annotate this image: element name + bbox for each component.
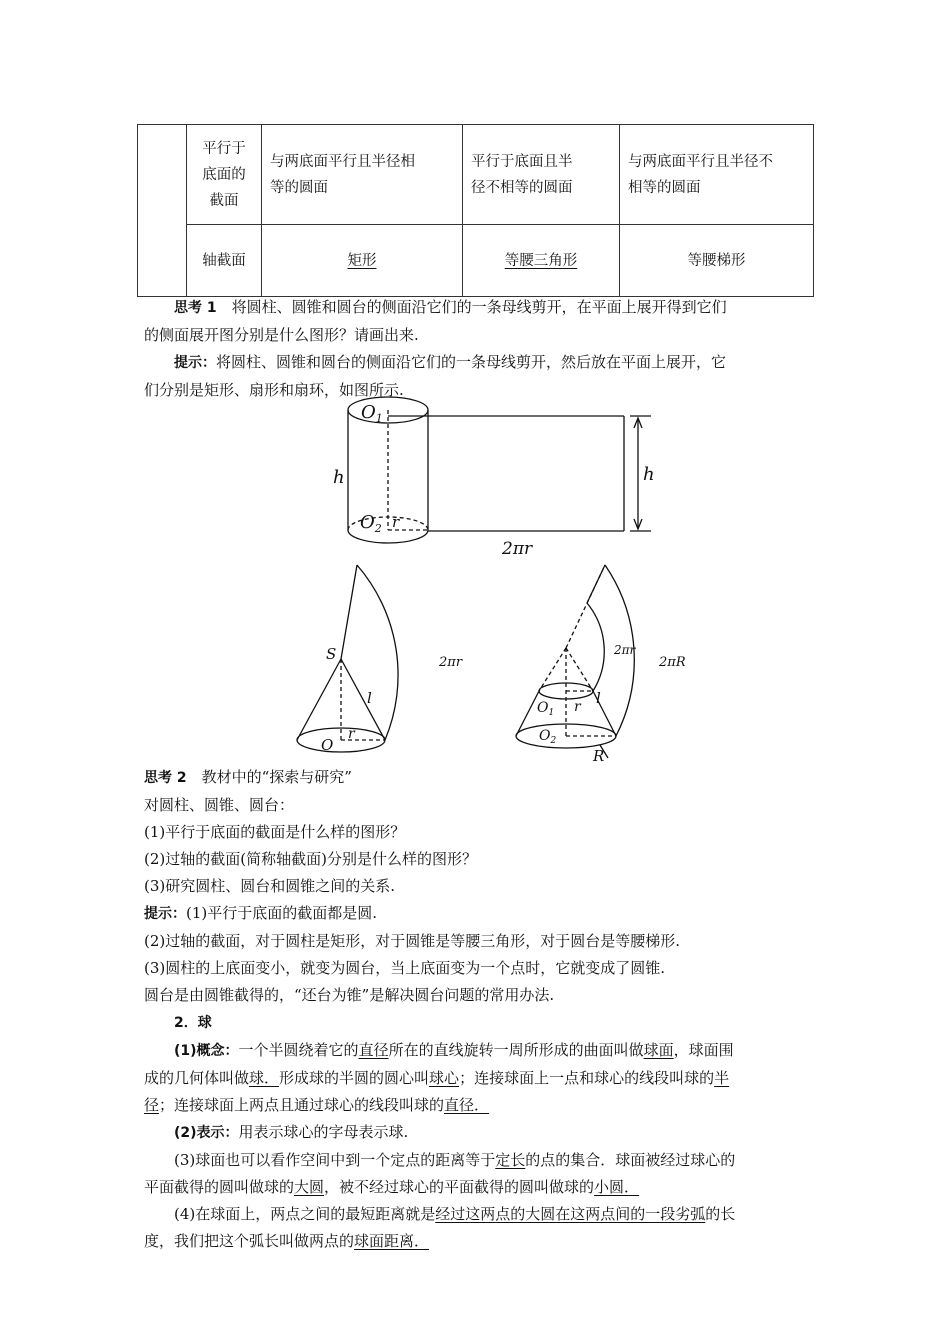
label-frustum-O2: $O_2$	[539, 728, 557, 746]
label-cone-r: r	[348, 726, 355, 742]
think1-title: 思考 1	[174, 300, 217, 316]
cell-frustum-axial: 等腰梯形	[620, 225, 814, 297]
row-label-axial-section: 轴截面	[187, 225, 262, 297]
label-l: l	[367, 689, 372, 707]
label-inner-arc: 2πr	[614, 643, 636, 657]
label-frustum-l: l	[596, 689, 601, 707]
cell-cylinder-section: 与两底面平行且半径相 等的圆面	[262, 125, 463, 225]
label-rect-width: 2πr	[502, 539, 533, 559]
sector-arc	[357, 565, 398, 740]
think2-title: 思考 2	[144, 770, 187, 786]
label-S: S	[326, 645, 337, 663]
annulus-solid-edge	[587, 565, 605, 603]
sector-edge	[341, 565, 357, 659]
hint-label: 提示：	[174, 355, 216, 371]
label-frustum-r: r	[574, 699, 581, 715]
label-outer-arc: 2πR	[659, 655, 686, 670]
label-R: R	[593, 747, 605, 765]
label-cylinder-h: h	[333, 467, 345, 488]
cell-frustum-section: 与两底面平行且半径不 相等的圆面	[620, 125, 814, 225]
frustum-left-edge	[516, 691, 539, 736]
label-O1: $O_1$	[361, 402, 383, 425]
label-cylinder-r: r	[392, 513, 400, 531]
label-cone-O: O	[321, 736, 334, 754]
label-rect-h: h	[643, 464, 655, 485]
think2-block: 思考 2 教材中的“探索与研究” 对圆柱、圆锥、圆台： (1)平行于底面的截面是什么样的图形？ (2)过轴的截面(简称轴截面)分别是什么样的图形？ (3)研究圆柱、圆台和圆锥之间的关系. 提示：(1)平行于底面的截面都是圆. (2)过轴的截面，对于圆柱是矩形，对于圆锥是等腰三角形，对于圆台是等腰梯形. (3)圆柱的上底面变小，就变为圆台，当上底面变为一个点时，它就变成了圆锥. 圆台是由圆锥截得的，“还台为锥”是解决圆台问题的常用办法. 2．球 (1)概念：一个半圆绕着它的直径所在的直线旋转一周所形成的曲面叫做球面，球面围 成的几何体叫做球．形成球的半圆的圆心叫球心；连接球面上一点和球心的线段叫球的半 径；连接球面上两点且通过球心的线段叫球的直径． (2)表示：用表示球心的字母表示球. (3)球面也可以看作空间中到一个定点的距离等于定长的点的集合．球面被经过球心的 平面截得的圆叫做球的大圆，被不经过球心的平面截得的圆叫做球的小圆． (4)在球面上，两点之间的最短距离就是经过这两点的大圆在这两点间的一段劣弧的长 度，我们把这个弧长叫做两点的球面距离．	[144, 764, 810, 1255]
label-frustum-O1: $O_1$	[537, 700, 555, 718]
label-O2: $O_2$	[360, 512, 382, 535]
label-sector-arc: 2πr	[439, 655, 463, 670]
cell-cylinder-axial: 矩形	[262, 225, 463, 297]
hint-label: 提示：	[144, 906, 186, 922]
cell-cone-axial: 等腰三角形	[463, 225, 620, 297]
think1-block: 思考 1 将圆柱、圆锥和圆台的侧面沿它们的一条母线剪开，在平面上展开得到它们 的侧面展开图分别是什么图形？请画出来. 提示：将圆柱、圆锥和圆台的侧面沿它们的一条母线剪开，然后放在平面上展开，它 们分别是矩形、扇形和扇环，如图所示.	[144, 298, 727, 399]
annulus-inner-arc	[587, 603, 604, 691]
row-label-parallel-section: 平行于 底面的 截面	[187, 125, 262, 225]
cell-cone-section: 平行于底面且半 径不相等的圆面	[463, 125, 620, 225]
sphere-heading: 2．球	[174, 1015, 212, 1031]
